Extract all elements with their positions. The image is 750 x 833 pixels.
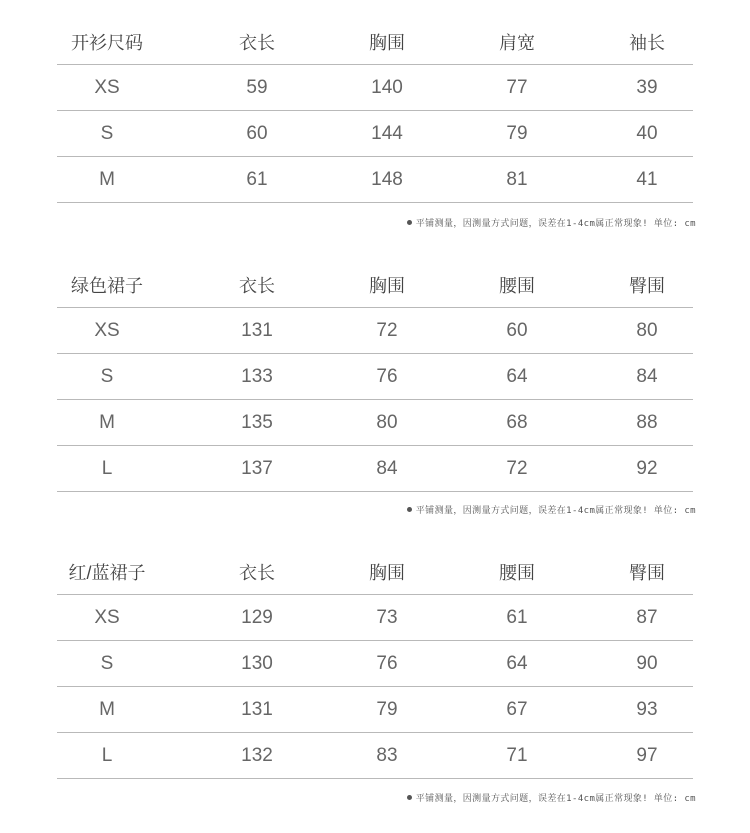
measurement-cell: 92 [636, 457, 658, 479]
measurement-cell: 132 [241, 744, 273, 766]
measurement-cell: 72 [376, 319, 398, 341]
table-row [57, 65, 693, 110]
measurement-cell: 90 [636, 652, 658, 674]
table-row [57, 308, 693, 353]
column-header: 腰围 [499, 563, 535, 583]
table-header-row [57, 20, 693, 64]
size-label-cell: L [101, 744, 113, 766]
measurement-cell: 80 [376, 411, 398, 433]
measurement-cell: 93 [636, 698, 658, 720]
measurement-cell: 131 [241, 319, 273, 341]
table-row [57, 446, 693, 491]
size-label-cell: L [101, 457, 113, 479]
measurement-note-text: 平铺测量，因测量方式问题，误差在1-4cm属正常现象! 单位: cm [415, 506, 696, 516]
table-title-header: 红/蓝裙子 [68, 563, 146, 583]
table-row [57, 595, 693, 640]
measurement-cell: 83 [376, 744, 398, 766]
size-label-cell: M [99, 168, 115, 190]
size-table-1 [57, 20, 693, 203]
size-label-cell: S [100, 365, 114, 387]
measurement-cell: 71 [506, 744, 528, 766]
measurement-cell: 84 [636, 365, 658, 387]
table-row [57, 687, 693, 732]
bullet-icon [407, 220, 412, 225]
measurement-cell: 61 [506, 606, 528, 628]
column-header: 袖长 [629, 33, 665, 53]
measurement-note [407, 503, 696, 516]
table-header-row [57, 550, 693, 594]
measurement-cell: 80 [636, 319, 658, 341]
measurement-note [407, 791, 696, 804]
measurement-cell: 137 [241, 457, 273, 479]
measurement-cell: 131 [241, 698, 273, 720]
measurement-cell: 60 [506, 319, 528, 341]
measurement-cell: 39 [636, 76, 658, 98]
column-header: 衣长 [239, 33, 275, 53]
column-header: 腰围 [499, 276, 535, 296]
table-header-row [57, 263, 693, 307]
table-title-header: 开衫尺码 [71, 33, 143, 53]
measurement-cell: 81 [506, 168, 528, 190]
table-row [57, 641, 693, 686]
measurement-cell: 61 [246, 168, 268, 190]
bullet-icon [407, 507, 412, 512]
table-row [57, 354, 693, 399]
bullet-icon [407, 795, 412, 800]
table-divider [57, 202, 693, 203]
column-header: 胸围 [369, 33, 405, 53]
measurement-cell: 129 [241, 606, 273, 628]
column-header: 肩宽 [499, 33, 535, 53]
size-label-cell: XS [94, 319, 120, 341]
column-header: 衣长 [239, 563, 275, 583]
column-header: 胸围 [369, 276, 405, 296]
column-header: 臀围 [629, 276, 665, 296]
table-title-header: 绿色裙子 [71, 276, 143, 296]
measurement-cell: 133 [241, 365, 273, 387]
measurement-cell: 40 [636, 122, 658, 144]
measurement-cell: 73 [376, 606, 398, 628]
table-row [57, 400, 693, 445]
size-label-cell: S [100, 652, 114, 674]
measurement-cell: 76 [376, 365, 398, 387]
measurement-cell: 140 [371, 76, 403, 98]
measurement-cell: 64 [506, 652, 528, 674]
measurement-cell: 88 [636, 411, 658, 433]
measurement-cell: 130 [241, 652, 273, 674]
size-table-3 [57, 550, 693, 779]
measurement-cell: 59 [246, 76, 268, 98]
measurement-cell: 64 [506, 365, 528, 387]
measurement-cell: 79 [376, 698, 398, 720]
size-label-cell: M [99, 698, 115, 720]
measurement-cell: 72 [506, 457, 528, 479]
measurement-note [407, 216, 696, 229]
measurement-cell: 60 [246, 122, 268, 144]
measurement-cell: 87 [636, 606, 658, 628]
table-row [57, 157, 693, 202]
size-label-cell: XS [94, 606, 120, 628]
measurement-cell: 77 [506, 76, 528, 98]
measurement-cell: 68 [506, 411, 528, 433]
table-row [57, 733, 693, 778]
table-row [57, 111, 693, 156]
column-header: 衣长 [239, 276, 275, 296]
size-label-cell: M [99, 411, 115, 433]
measurement-note-text: 平铺测量，因测量方式问题，误差在1-4cm属正常现象! 单位: cm [415, 794, 696, 804]
measurement-cell: 79 [506, 122, 528, 144]
measurement-cell: 148 [371, 168, 403, 190]
column-header: 胸围 [369, 563, 405, 583]
size-table-2 [57, 263, 693, 492]
size-label-cell: S [100, 122, 114, 144]
table-divider [57, 778, 693, 779]
table-divider [57, 491, 693, 492]
measurement-cell: 144 [371, 122, 403, 144]
measurement-cell: 84 [376, 457, 398, 479]
measurement-note-text: 平铺测量，因测量方式问题，误差在1-4cm属正常现象! 单位: cm [415, 219, 696, 229]
measurement-cell: 97 [636, 744, 658, 766]
measurement-cell: 76 [376, 652, 398, 674]
column-header: 臀围 [629, 563, 665, 583]
size-label-cell: XS [94, 76, 120, 98]
measurement-cell: 41 [636, 168, 658, 190]
measurement-cell: 67 [506, 698, 528, 720]
measurement-cell: 135 [241, 411, 273, 433]
